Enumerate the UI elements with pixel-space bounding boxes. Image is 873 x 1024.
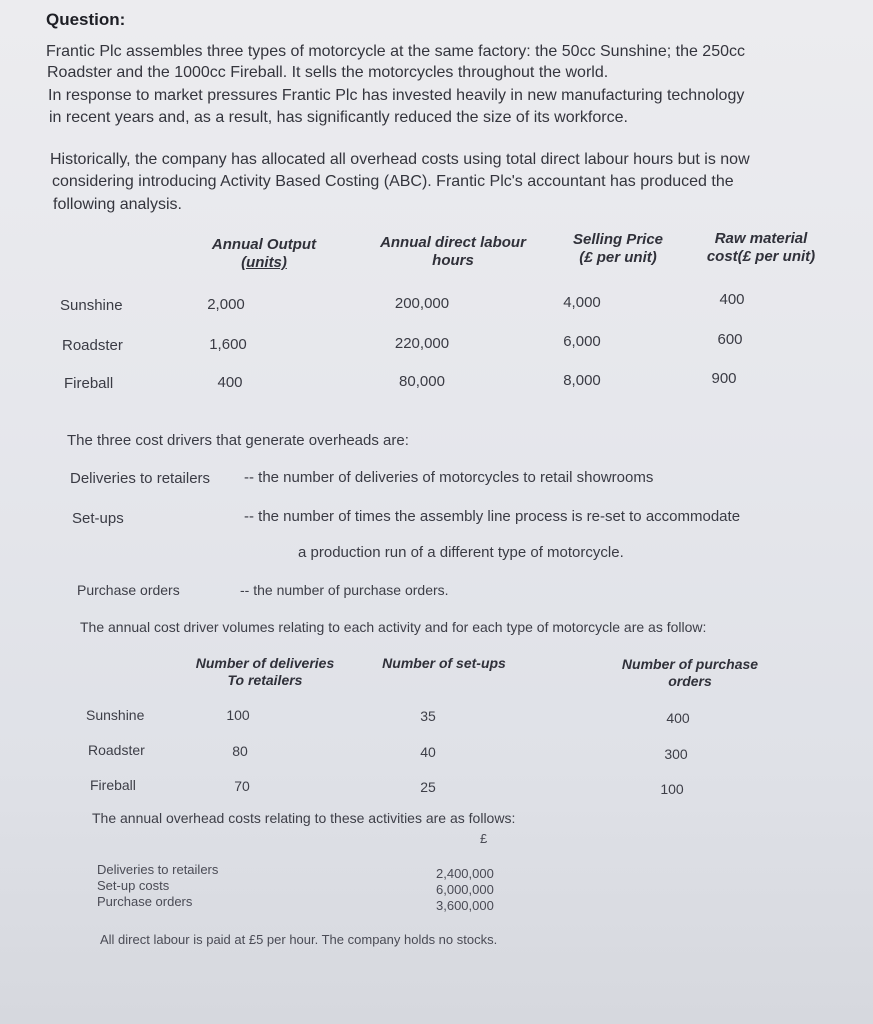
table2-row-name: Roadster xyxy=(88,742,145,758)
intro-line-2: Roadster and the 1000cc Fireball. It sells the motorcycles throughout the world. xyxy=(47,64,609,81)
table1-cell-price: 8,000 xyxy=(563,372,601,389)
overhead-label: Purchase orders xyxy=(97,894,193,909)
table2-cell-po: 400 xyxy=(666,710,690,726)
table1-cell-raw: 900 xyxy=(711,370,737,387)
table1-cell-output: 400 xyxy=(217,374,243,391)
table1-cell-output: 1,600 xyxy=(209,336,247,353)
footer-note: All direct labour is paid at £5 per hour. The company holds no stocks. xyxy=(100,932,498,947)
table2-cell-setups: 35 xyxy=(420,708,436,724)
table2-cell-po: 100 xyxy=(660,781,684,797)
intro-line-1: Frantic Plc assembles three types of motorcycle at the same factory: the 50cc Sunshine; the 250cc xyxy=(46,43,745,60)
history-line-2: considering introducing Activity Based Costing (ABC). Frantic Plc's accountant has produced the xyxy=(52,173,734,190)
table1-header-price: Selling Price (£ per unit) xyxy=(572,231,664,266)
driver-setups-desc-2: a production run of a different type of motorcycle. xyxy=(298,544,624,561)
table2-row-name: Sunshine xyxy=(86,707,145,723)
table1-cell-price: 4,000 xyxy=(563,294,601,311)
intro-line-4: in recent years and, as a result, has significantly reduced the size of its workforce. xyxy=(49,109,628,126)
table1-cell-hours: 200,000 xyxy=(394,295,450,312)
table1-header-raw: Raw material cost(£ per unit) xyxy=(706,230,816,265)
overheads-labels xyxy=(97,862,218,910)
volumes-intro: The annual cost driver volumes relating to each activity and for each type of motorcycle are as follow: xyxy=(80,619,707,635)
history-line-3: following analysis. xyxy=(53,196,182,213)
driver-setups-desc-1: -- the number of times the assembly line process is re-set to accommodate xyxy=(244,508,741,525)
table1-row-name: Roadster xyxy=(62,337,123,354)
table2-header-setups: Number of set-ups xyxy=(382,655,506,671)
table2-cell-setups: 25 xyxy=(420,779,436,795)
table2-cell-setups: 40 xyxy=(420,744,436,760)
table2-cell-deliveries: 100 xyxy=(226,707,250,723)
intro-line-3: In response to market pressures Frantic Plc has invested heavily in new manufacturing technology xyxy=(48,87,745,104)
driver-setups-label: Set-ups xyxy=(72,510,124,527)
driver-po-label: Purchase orders xyxy=(77,582,180,598)
table2-row-name: Fireball xyxy=(90,777,136,793)
overhead-value: 3,600,000 xyxy=(436,898,494,913)
table1-header-labour: Annual direct labour hours xyxy=(380,234,526,269)
table2-cell-deliveries: 70 xyxy=(234,778,250,794)
overheads-values xyxy=(436,866,494,914)
driver-po-desc: -- the number of purchase orders. xyxy=(240,582,449,598)
table1-cell-raw: 400 xyxy=(719,291,745,308)
overhead-label: Deliveries to retailers xyxy=(97,862,219,877)
table1-row-name: Fireball xyxy=(64,375,114,392)
table1-cell-output: 2,000 xyxy=(207,296,245,313)
table1-header-output: Annual Output (units) xyxy=(211,236,317,271)
history-line-1: Historically, the company has allocated all overhead costs using total direct labour hours but is now xyxy=(50,151,750,168)
question-label: Question: xyxy=(46,10,126,29)
table2-cell-po: 300 xyxy=(664,746,688,762)
table2-header-deliveries: Number of deliveries To retailers xyxy=(195,655,335,688)
overheads-intro: The annual overhead costs relating to these activities are as follows: xyxy=(92,810,516,826)
table1-row-name: Sunshine xyxy=(60,297,123,314)
table2-header-po: Number of purchase orders xyxy=(621,656,759,689)
overhead-value: 2,400,000 xyxy=(436,866,494,881)
table1-cell-price: 6,000 xyxy=(563,333,601,350)
driver-deliveries-desc: -- the number of deliveries of motorcycles to retail showrooms xyxy=(244,469,654,486)
table1-cell-hours: 80,000 xyxy=(399,373,445,390)
driver-deliveries-label: Deliveries to retailers xyxy=(70,470,211,487)
overheads-currency: £ xyxy=(480,831,488,846)
overhead-value: 6,000,000 xyxy=(436,882,494,897)
table2-cell-deliveries: 80 xyxy=(232,743,248,759)
table1-cell-raw: 600 xyxy=(717,331,743,348)
overhead-label: Set-up costs xyxy=(97,878,170,893)
table1-cell-hours: 220,000 xyxy=(394,335,450,352)
drivers-intro: The three cost drivers that generate overheads are: xyxy=(67,432,409,449)
